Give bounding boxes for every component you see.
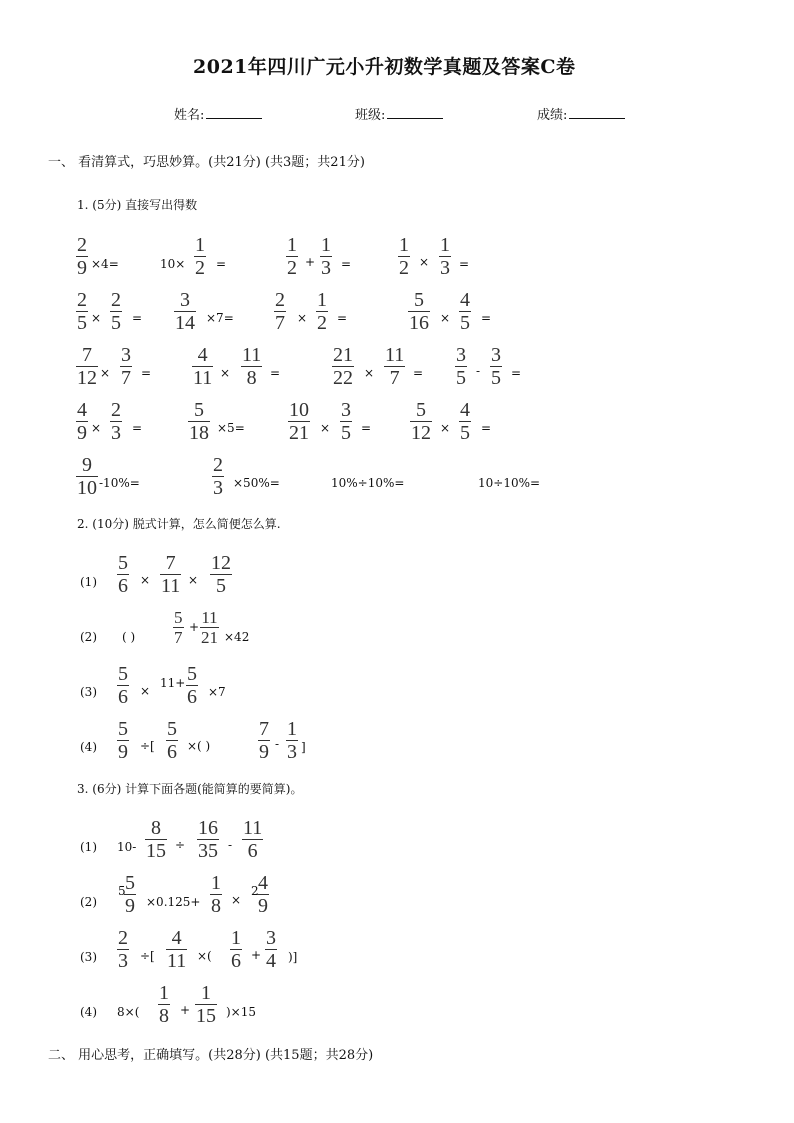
fraction — [76, 455, 98, 498]
op: - — [476, 364, 481, 378]
numerator: 2 — [77, 234, 87, 256]
denominator: 5 — [77, 312, 87, 334]
fraction — [160, 553, 181, 596]
numerator: 2 — [111, 399, 121, 421]
numerator: 1 — [317, 289, 327, 311]
op: 10× — [160, 257, 186, 271]
fraction — [439, 235, 451, 278]
op: = — [270, 366, 281, 380]
op: ×7= — [206, 311, 234, 325]
op: )] — [288, 950, 298, 964]
op: ×( ) — [187, 739, 211, 753]
denominator: 5 — [341, 422, 351, 444]
denominator: 3 — [213, 477, 223, 499]
fraction — [212, 455, 224, 498]
fraction — [258, 719, 270, 762]
item-number: (1) — [80, 840, 97, 854]
op: × — [364, 366, 375, 380]
op: ×42 — [224, 630, 250, 644]
op: = — [341, 257, 352, 271]
denominator: 5 — [456, 367, 466, 389]
op: = — [413, 366, 424, 380]
numerator: 5 — [174, 608, 183, 627]
op: 11+ — [160, 676, 186, 690]
section1-heading: 一、 看清算式，巧思妙算。(共21分) (共3题；共21分) — [48, 155, 365, 170]
op: 8×( — [117, 1005, 140, 1019]
denominator: 4 — [266, 950, 276, 972]
op: ( ) — [122, 630, 136, 644]
denominator: 3 — [118, 950, 128, 972]
denominator: 6 — [118, 686, 128, 708]
q2-label: 2. (10分) 脱式计算，怎么简便怎么算. — [77, 517, 281, 531]
fraction — [286, 719, 298, 762]
numerator: 5 — [118, 718, 128, 740]
fraction — [490, 345, 502, 388]
op: ÷ — [175, 838, 186, 852]
fraction — [197, 818, 219, 861]
denominator: 11 — [167, 950, 187, 972]
op: × — [140, 684, 151, 698]
op: × — [220, 366, 231, 380]
item-number: (3) — [80, 685, 97, 699]
fraction — [210, 553, 232, 596]
op: = — [337, 311, 348, 325]
denominator: 11 — [193, 367, 213, 389]
denominator: 7 — [121, 367, 131, 389]
fraction — [200, 609, 219, 646]
denominator: 7 — [275, 312, 285, 334]
numerator: 2 — [118, 927, 128, 949]
op: × — [320, 421, 331, 435]
op: + — [305, 255, 316, 269]
numerator: 9 — [82, 454, 92, 476]
numerator: 1 — [321, 234, 331, 256]
op: + — [251, 948, 262, 962]
denominator: 5 — [216, 575, 226, 597]
fraction — [188, 400, 210, 443]
denominator: 3 — [440, 257, 450, 279]
op: ×4= — [91, 257, 119, 271]
fraction — [124, 873, 136, 916]
fraction — [257, 873, 269, 916]
denominator: 21 — [289, 422, 309, 444]
numerator: 7 — [165, 552, 176, 574]
name-field — [174, 104, 262, 123]
denominator: 12 — [77, 367, 97, 389]
numerator: 7 — [82, 344, 92, 366]
numerator: 11 — [201, 608, 218, 627]
fraction — [192, 345, 213, 388]
denominator: 9 — [118, 741, 128, 763]
op: )×15 — [226, 1005, 257, 1019]
op: 5 — [118, 884, 126, 898]
fraction — [242, 818, 263, 861]
op: × — [440, 421, 451, 435]
denominator: 9 — [77, 257, 87, 279]
op: - — [275, 737, 280, 751]
op: = — [481, 421, 492, 435]
fraction — [320, 235, 332, 278]
numerator: 2 — [275, 289, 285, 311]
denominator: 2 — [195, 257, 205, 279]
numerator: 2 — [111, 289, 121, 311]
op: × — [91, 421, 102, 435]
class-field — [355, 104, 443, 123]
op: 10- — [117, 840, 137, 854]
denominator: 9 — [258, 895, 268, 917]
op: ×7 — [208, 685, 226, 699]
fraction — [186, 664, 198, 707]
numerator: 1 — [195, 234, 205, 256]
denominator: 3 — [321, 257, 331, 279]
fraction — [117, 664, 129, 707]
fraction — [76, 235, 88, 278]
fraction — [145, 818, 167, 861]
numerator: 1 — [287, 234, 297, 256]
numerator: 21 — [333, 344, 353, 366]
class-label: 班级: — [355, 108, 386, 123]
denominator: 2 — [287, 257, 297, 279]
denominator: 5 — [460, 422, 470, 444]
op: × — [231, 893, 242, 907]
numerator: 12 — [211, 552, 231, 574]
op: = — [511, 366, 522, 380]
denominator: 8 — [246, 367, 257, 389]
denominator: 15 — [196, 1005, 216, 1027]
numerator: 4 — [171, 927, 182, 949]
fraction — [76, 345, 98, 388]
denominator: 11 — [161, 575, 181, 597]
fraction — [110, 400, 122, 443]
item-number: (2) — [80, 895, 97, 909]
op: = — [132, 421, 143, 435]
op: = — [481, 311, 492, 325]
fraction — [194, 235, 206, 278]
numerator: 5 — [167, 718, 177, 740]
denominator: 8 — [159, 1005, 169, 1027]
op: ×5= — [217, 421, 245, 435]
denominator: 7 — [174, 628, 183, 647]
fraction — [316, 290, 328, 333]
fraction — [210, 873, 222, 916]
denominator: 2 — [399, 257, 409, 279]
numerator: 5 — [125, 872, 135, 894]
item-number: (4) — [80, 740, 97, 754]
op: = — [216, 257, 227, 271]
numerator: 1 — [440, 234, 450, 256]
q3-label: 3. (6分) 计算下面各题(能简算的要简算)。 — [77, 782, 303, 796]
op: × — [140, 573, 151, 587]
fraction — [398, 235, 410, 278]
op: × — [297, 311, 308, 325]
fraction — [166, 928, 187, 971]
denominator: 9 — [259, 741, 269, 763]
numerator: 11 — [385, 344, 405, 366]
denominator: 16 — [409, 312, 429, 334]
fraction — [241, 345, 262, 388]
op: × — [188, 573, 199, 587]
numerator: 8 — [151, 817, 161, 839]
denominator: 6 — [187, 686, 197, 708]
name-blank — [206, 106, 262, 119]
numerator: 1 — [287, 718, 297, 740]
fraction — [408, 290, 430, 333]
numerator: 1 — [159, 982, 169, 1004]
numerator: 5 — [194, 399, 204, 421]
numerator: 5 — [416, 399, 426, 421]
numerator: 3 — [180, 289, 190, 311]
op: ÷[ — [140, 739, 155, 753]
page-title: 2021年四川广元小升初数学真题及答案C卷 — [193, 56, 576, 78]
numerator: 3 — [121, 344, 131, 366]
denominator: 35 — [198, 840, 218, 862]
op: = — [141, 366, 152, 380]
denominator: 9 — [125, 895, 135, 917]
fraction — [110, 290, 122, 333]
denominator: 6 — [118, 575, 128, 597]
score-blank — [569, 106, 625, 119]
op: + — [189, 620, 200, 634]
fraction — [76, 400, 88, 443]
denominator: 5 — [111, 312, 121, 334]
fraction — [265, 928, 277, 971]
numerator: 5 — [414, 289, 424, 311]
op: = — [459, 257, 470, 271]
denominator: 21 — [201, 628, 218, 647]
numerator: 5 — [187, 663, 197, 685]
op: 2 — [251, 884, 259, 898]
denominator: 9 — [77, 422, 87, 444]
score-label: 成绩: — [537, 108, 568, 123]
score-field — [537, 104, 625, 123]
numerator: 3 — [456, 344, 466, 366]
fraction — [459, 400, 471, 443]
op: × — [100, 366, 111, 380]
op: - — [228, 838, 233, 852]
op: × — [419, 255, 430, 269]
numerator: 4 — [460, 399, 470, 421]
op: ÷[ — [140, 949, 155, 963]
fraction — [158, 983, 170, 1026]
fraction — [384, 345, 405, 388]
numerator: 4 — [77, 399, 87, 421]
numerator: 3 — [266, 927, 276, 949]
denominator: 12 — [411, 422, 431, 444]
op: + — [180, 1003, 191, 1017]
numerator: 7 — [259, 718, 269, 740]
numerator: 2 — [77, 289, 87, 311]
denominator: 14 — [175, 312, 195, 334]
op: -10%= — [99, 476, 140, 490]
denominator: 5 — [491, 367, 501, 389]
numerator: 4 — [258, 872, 268, 894]
fraction — [459, 290, 471, 333]
denominator: 15 — [146, 840, 166, 862]
op: 10÷10%= — [478, 476, 541, 490]
denominator: 8 — [211, 895, 221, 917]
op: 10%÷10%= — [331, 476, 405, 490]
op: = — [361, 421, 372, 435]
name-label: 姓名: — [174, 108, 205, 123]
numerator: 1 — [399, 234, 409, 256]
denominator: 6 — [247, 840, 258, 862]
fraction — [455, 345, 467, 388]
numerator: 11 — [242, 344, 262, 366]
fraction — [274, 290, 286, 333]
fraction — [117, 553, 129, 596]
op: × — [440, 311, 451, 325]
item-number: (4) — [80, 1005, 97, 1019]
op: ×50%= — [233, 476, 280, 490]
numerator: 3 — [491, 344, 501, 366]
fraction — [117, 719, 129, 762]
numerator: 1 — [211, 872, 221, 894]
fraction — [288, 400, 310, 443]
denominator: 5 — [460, 312, 470, 334]
numerator: 2 — [213, 454, 223, 476]
class-blank — [387, 106, 443, 119]
fraction — [174, 290, 196, 333]
denominator: 3 — [111, 422, 121, 444]
op: × — [91, 311, 102, 325]
numerator: 5 — [118, 663, 128, 685]
numerator: 10 — [289, 399, 309, 421]
denominator: 6 — [167, 741, 177, 763]
numerator: 1 — [201, 982, 211, 1004]
fraction — [173, 609, 184, 646]
numerator: 11 — [243, 817, 263, 839]
op: ] — [301, 740, 306, 754]
denominator: 7 — [389, 367, 400, 389]
op: = — [132, 311, 143, 325]
denominator: 3 — [287, 741, 297, 763]
fraction — [332, 345, 354, 388]
denominator: 2 — [317, 312, 327, 334]
fraction — [195, 983, 217, 1026]
fraction — [166, 719, 178, 762]
numerator: 16 — [198, 817, 218, 839]
fraction — [340, 400, 352, 443]
numerator: 4 — [197, 344, 208, 366]
numerator: 5 — [118, 552, 128, 574]
numerator: 4 — [460, 289, 470, 311]
fraction — [286, 235, 298, 278]
op: ×0.125+ — [146, 895, 201, 909]
fraction — [230, 928, 242, 971]
item-number: (1) — [80, 575, 97, 589]
denominator: 22 — [333, 367, 353, 389]
fraction — [117, 928, 129, 971]
denominator: 18 — [189, 422, 209, 444]
numerator: 1 — [231, 927, 241, 949]
q1-label: 1. (5分) 直接写出得数 — [77, 198, 198, 212]
numerator: 3 — [341, 399, 351, 421]
denominator: 6 — [231, 950, 241, 972]
denominator: 10 — [77, 477, 97, 499]
section2-heading: 二、 用心思考，正确填写。(共28分) (共15题；共28分) — [48, 1048, 374, 1063]
fraction — [120, 345, 132, 388]
item-number: (3) — [80, 950, 97, 964]
op: ×( — [197, 949, 212, 963]
fraction — [76, 290, 88, 333]
fraction — [410, 400, 432, 443]
item-number: (2) — [80, 630, 97, 644]
